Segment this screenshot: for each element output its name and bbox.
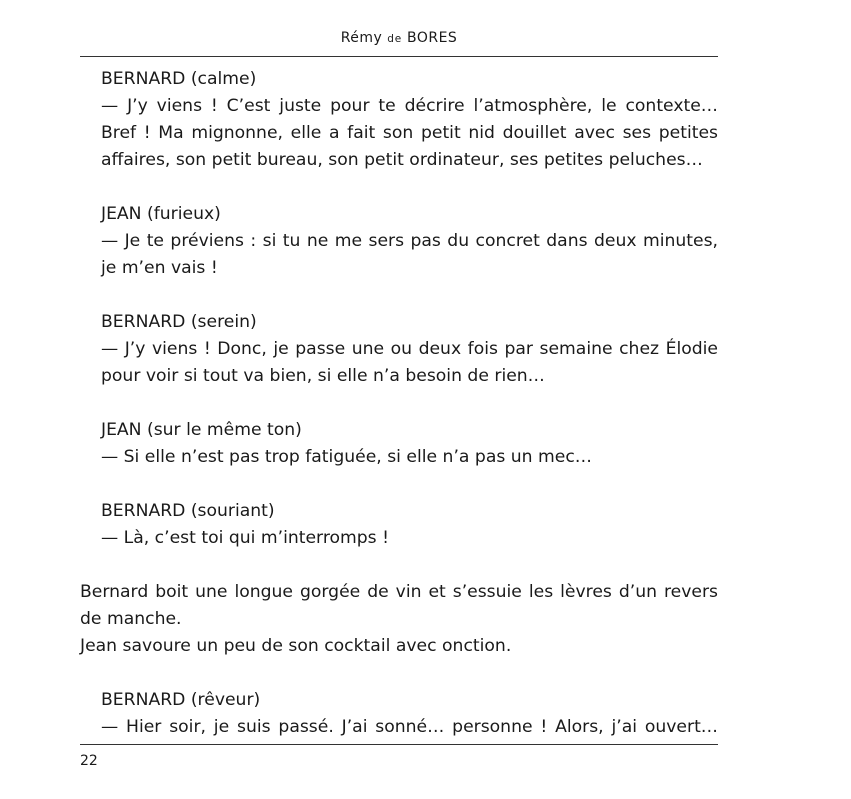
stage-direction-line: de manche. <box>80 609 182 629</box>
dialogue-line: je m’en vais ! <box>101 258 218 278</box>
speaker-cue: JEAN (furieux) <box>101 204 221 224</box>
stage-direction <box>80 579 718 660</box>
dialogue-block <box>80 687 718 741</box>
page-number: 22 <box>80 753 98 769</box>
dialogue-block <box>80 201 718 282</box>
dialogue-line: — Je te préviens : si tu ne me sers pas du concret dans deux minutes, <box>101 231 718 251</box>
speaker-cue: BERNARD (serein) <box>101 312 257 332</box>
stage-direction-line: Jean savoure un peu de son cocktail avec onction. <box>80 636 512 656</box>
dialogue-block <box>80 309 718 390</box>
dialogue-block <box>80 66 718 174</box>
running-head <box>80 30 718 46</box>
dialogue-line: — J’y viens ! C’est juste pour te décrire l’atmosphère, le contexte… <box>101 96 718 116</box>
author-first-name: Rémy <box>340 30 383 46</box>
dialogue-line: — Là, c’est toi qui m’interromps ! <box>101 528 389 548</box>
dialogue-block <box>80 498 718 552</box>
dialogue-line: Bref ! Ma mignonne, elle a fait son petit nid douillet avec ses petites <box>101 123 718 143</box>
dialogue-block <box>80 417 718 471</box>
speaker-cue: BERNARD (calme) <box>101 69 257 89</box>
page-body <box>80 66 718 741</box>
author-particle: de <box>387 33 403 45</box>
dialogue-line: — Hier soir, je suis passé. J’ai sonné… personne ! Alors, j’ai ouvert… <box>101 717 718 737</box>
dialogue-line: — J’y viens ! Donc, je passe une ou deux fois par semaine chez Élodie <box>101 339 718 359</box>
dialogue-line: pour voir si tout va bien, si elle n’a besoin de rien… <box>101 366 545 386</box>
stage-direction-line: Bernard boit une longue gorgée de vin et s’essuie les lèvres d’un revers <box>80 582 718 602</box>
header-rule <box>80 56 718 57</box>
speaker-cue: JEAN (sur le même ton) <box>101 420 302 440</box>
speaker-cue: BERNARD (souriant) <box>101 501 275 521</box>
speaker-cue: BERNARD (rêveur) <box>101 690 261 710</box>
footer-rule <box>80 744 718 745</box>
author-last-name: BORES <box>406 30 458 46</box>
dialogue-line: affaires, son petit bureau, son petit ordinateur, ses petites peluches… <box>101 150 703 170</box>
dialogue-line: — Si elle n’est pas trop fatiguée, si elle n’a pas un mec… <box>101 447 592 467</box>
